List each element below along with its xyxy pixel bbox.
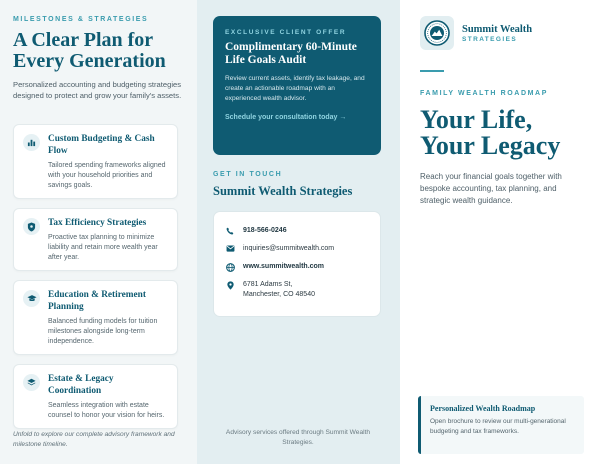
graduation-cap-icon: [23, 290, 40, 307]
panel1-footer-note: Unfold to explore our complete advisory framework and milestone timeline.: [13, 431, 175, 448]
phone-number: 918-566-0246: [243, 227, 287, 234]
layers-icon: [23, 374, 40, 391]
map-pin-icon: [224, 280, 236, 290]
bar-chart-icon: [23, 134, 40, 151]
get-in-touch: [213, 171, 384, 199]
roadmap-eyebrow: FAMILY WEALTH ROADMAP: [420, 90, 548, 97]
contact-phone-row[interactable]: [224, 226, 370, 236]
roadmap-card-title: Personalized Wealth Roadmap: [430, 404, 536, 413]
offer-body: Review current assets, identify tax leakage, and create an actionable roadmap with an experienced wealth advisor.: [225, 75, 365, 102]
service-desc: Seamless integration with estate counsel to honor your vision for heirs.: [48, 402, 165, 419]
touch-eyebrow: GET IN TOUCH: [213, 171, 283, 178]
service-card-budgeting: [13, 124, 178, 199]
shield-icon: [23, 218, 40, 235]
milestones-eyebrow: MILESTONES & STRATEGIES: [13, 16, 149, 23]
brand-name: [462, 24, 532, 43]
globe-icon: [224, 262, 236, 272]
cover-title-line2: Your Legacy: [420, 131, 561, 160]
service-desc: Proactive tax planning to minimize liability and retain more wealth year after year.: [48, 234, 158, 261]
service-card-tax: [13, 208, 178, 271]
accent-divider: [420, 70, 444, 72]
brand-subtitle: STRATEGIES: [462, 35, 518, 43]
panel1-title-line2: Every Generation: [13, 50, 166, 72]
middle-panel: [197, 0, 400, 464]
offer-eyebrow: EXCLUSIVE CLIENT OFFER: [225, 29, 347, 36]
email-address: inquiries@summitwealth.com: [243, 245, 335, 252]
mail-icon: [224, 244, 236, 252]
summit-logo-icon: [420, 16, 454, 50]
brand-header: [420, 16, 582, 50]
cover-title: [420, 107, 582, 159]
contact-email-row[interactable]: [224, 244, 370, 254]
website-url: www.summitwealth.com: [243, 263, 325, 270]
schedule-consultation-link[interactable]: Schedule your consultation today →: [225, 114, 347, 121]
contact-web-row[interactable]: [224, 262, 370, 272]
panel1-title-line1: A Clear Plan for: [13, 29, 154, 51]
panel1-title: [13, 30, 184, 72]
service-title: Education & Retirement Planning: [48, 290, 146, 312]
address-line2: Manchester, CO 48540: [243, 291, 315, 298]
cover-lead: Reach your financial goals together with bespoke accounting, tax planning, and strategic wealth guidance.: [420, 172, 562, 205]
right-panel: [400, 0, 600, 464]
service-card-estate: [13, 364, 178, 429]
touch-title: Summit Wealth Strategies: [213, 184, 353, 198]
service-desc: Balanced funding models for tuition milestones alongside long-term independence.: [48, 318, 158, 345]
phone-icon: [224, 226, 236, 235]
roadmap-card-desc: Open brochure to review our multi-generational budgeting and tax frameworks.: [430, 418, 566, 435]
service-desc: Tailored spending frameworks aligned with your household priorities and savings goals.: [48, 162, 166, 189]
contact-address-row: [224, 280, 370, 300]
advisory-disclaimer: Advisory services offered through Summit Wealth Strategies.: [225, 429, 371, 446]
contact-card: [213, 211, 381, 317]
postal-address: [243, 280, 315, 300]
panel1-intro: Personalized accounting and budgeting strategies designed to protect and grow your family's assets.: [13, 80, 182, 100]
cover-title-line1: Your Life,: [420, 105, 533, 134]
offer-card: [213, 16, 381, 155]
service-title: Estate & Legacy Coordination: [48, 374, 114, 396]
roadmap-callout-card: [418, 396, 584, 454]
service-title: Tax Efficiency Strategies: [48, 218, 147, 228]
service-title: Custom Budgeting & Cash Flow: [48, 134, 155, 156]
service-card-education: [13, 280, 178, 355]
offer-title: Complimentary 60-Minute Life Goals Audit: [225, 41, 357, 66]
address-line1: 6781 Adams St,: [243, 281, 293, 288]
brand-title: Summit Wealth: [462, 23, 533, 35]
